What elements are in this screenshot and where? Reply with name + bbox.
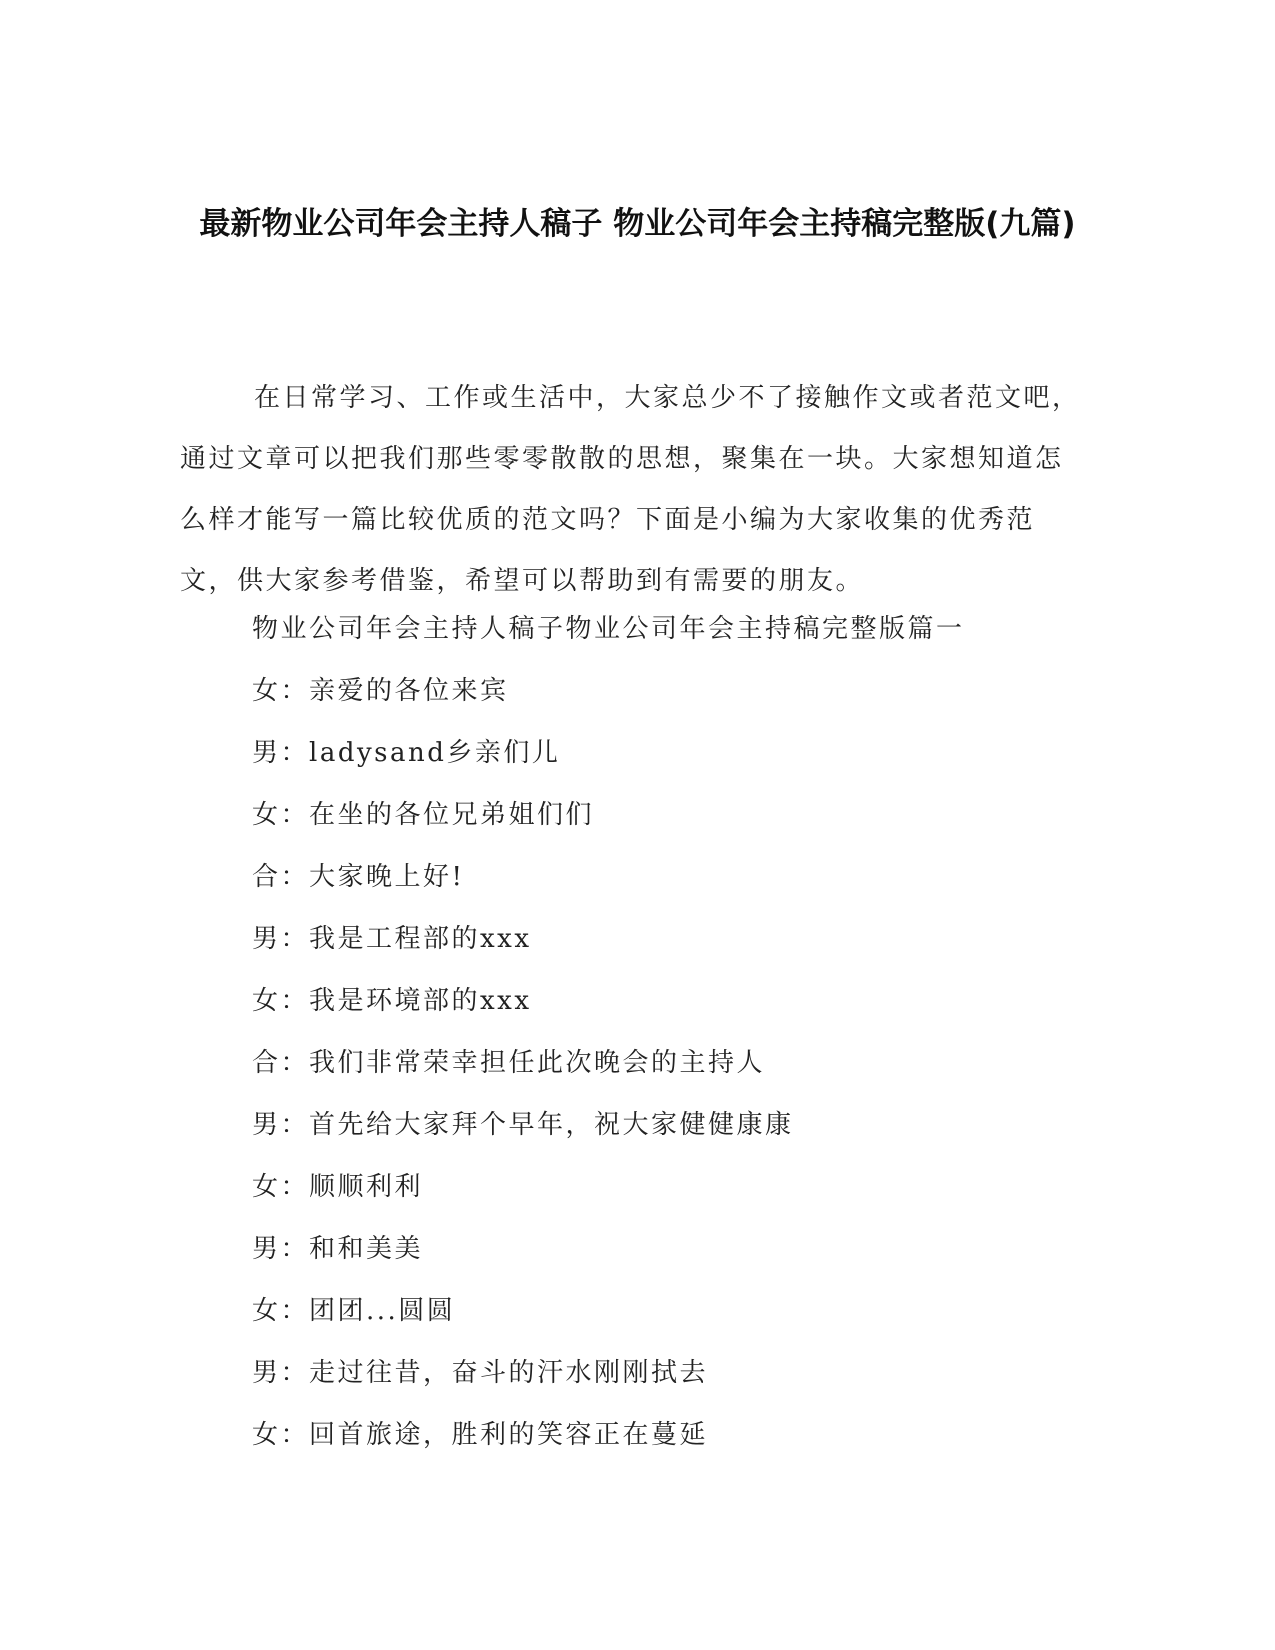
script-line: 女：团团...圆圆 (252, 1296, 456, 1326)
script-line: 男：ladysand乡亲们儿 (252, 738, 561, 768)
script-line: 男：走过往昔，奋斗的汗水刚刚拭去 (252, 1358, 709, 1388)
script-line: 合：我们非常荣幸担任此次晚会的主持人 (252, 1048, 766, 1078)
intro-paragraph: 在日常学习、工作或生活中，大家总少不了接触作文或者范文吧，通过文章可以把我们那些零零散散的思想，聚集在一块。大家想知道怎么样才能写一篇比较优质的范文吗？下面是小编为大家收集的优秀范文，供大家参考借鉴，希望可以帮助到有需要的朋友。 (180, 383, 1081, 596)
script-line: 女：回首旅途，胜利的笑容正在蔓延 (252, 1420, 709, 1450)
script-line: 女：在坐的各位兄弟姐们们 (252, 800, 595, 830)
script-lines (252, 614, 1092, 1482)
script-line: 男：和和美美 (252, 1234, 424, 1264)
section-heading: 物业公司年会主持人稿子物业公司年会主持稿完整版篇一 (252, 614, 965, 644)
script-line: 女：亲爱的各位来宾 (252, 676, 509, 706)
script-line: 男：我是工程部的xxx (252, 924, 532, 954)
script-line: 合：大家晚上好! (252, 862, 465, 892)
script-line: 女：我是环境部的xxx (252, 986, 532, 1016)
document-title: 最新物业公司年会主持人稿子 物业公司年会主持稿完整版(九篇) (199, 206, 1076, 242)
script-line: 男：首先给大家拜个早年，祝大家健健康康 (252, 1110, 794, 1140)
script-line: 女：顺顺利利 (252, 1172, 424, 1202)
